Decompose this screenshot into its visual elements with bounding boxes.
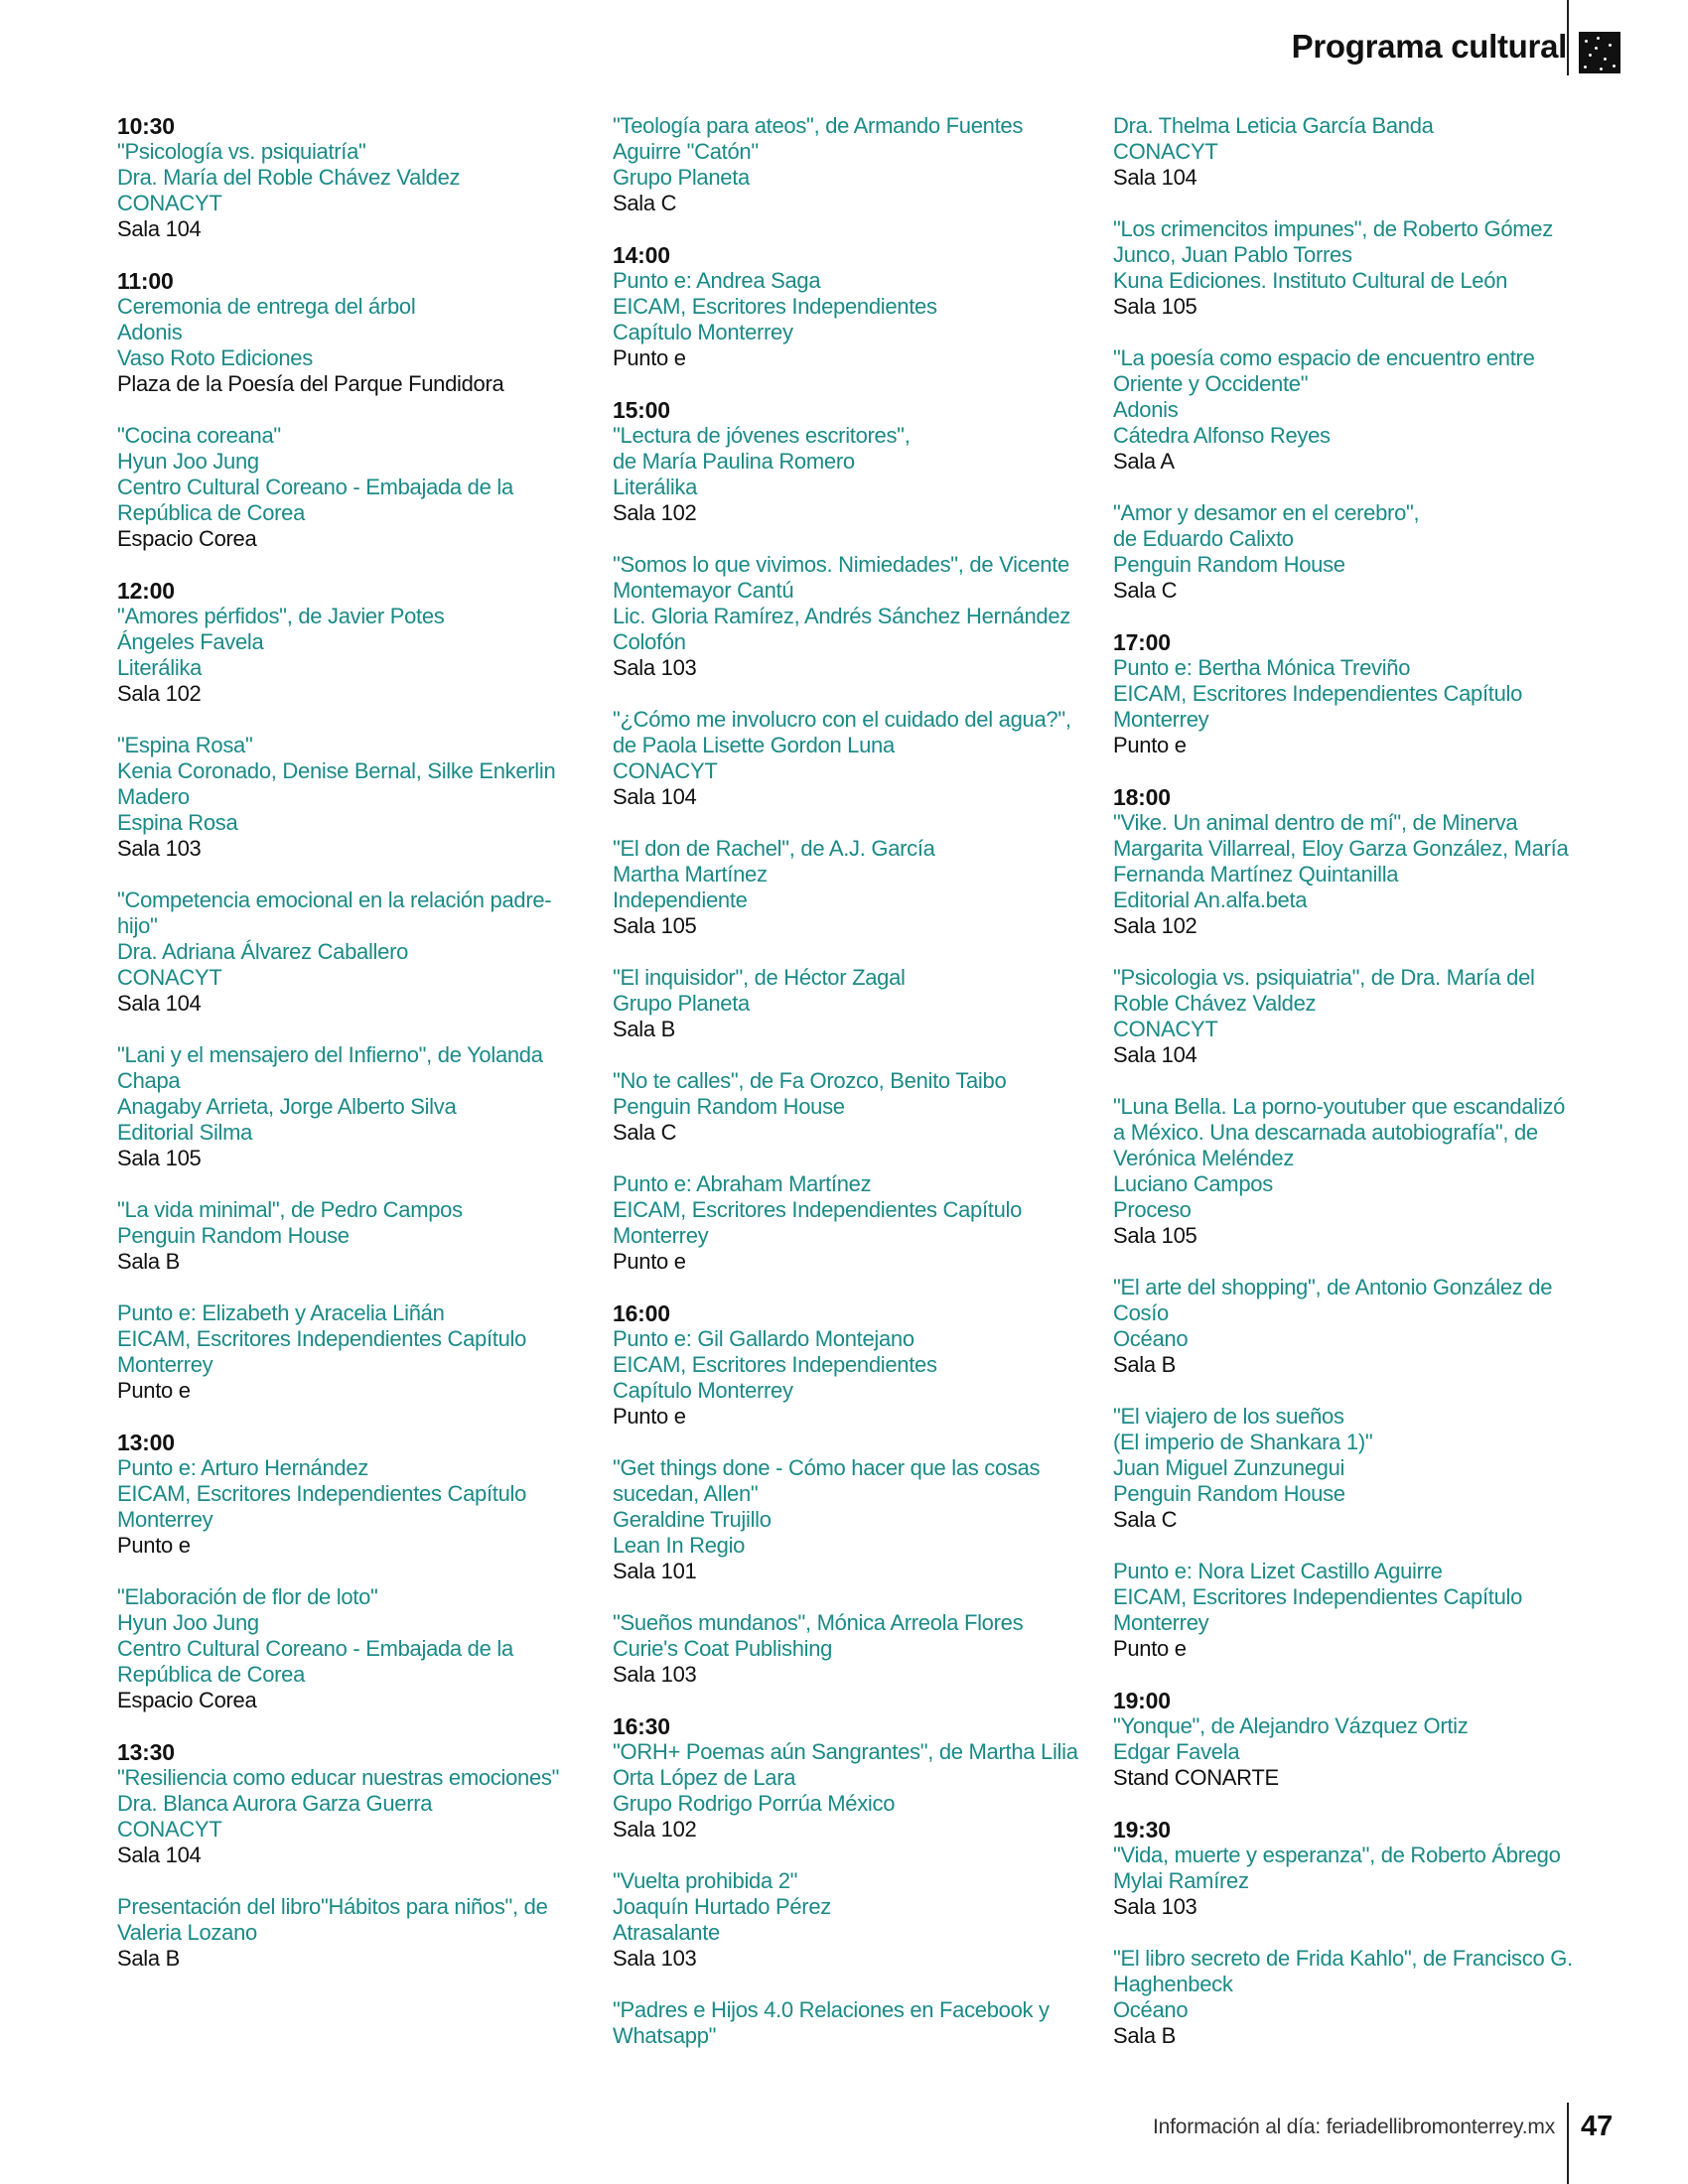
schedule-entry <box>613 397 1079 526</box>
entry-detail-line: de Paola Lisette Gordon Luna <box>613 733 895 757</box>
decorative-pattern-icon <box>1579 32 1620 73</box>
entry-detail-line: "El inquisidor", de Héctor Zagal <box>613 965 906 990</box>
entry-venue: Sala 103 <box>613 655 697 680</box>
entry-venue: Sala B <box>117 1946 181 1971</box>
entry-detail-line: Atrasalante <box>613 1920 720 1945</box>
entry-detail-line: Editorial Silma <box>117 1120 253 1145</box>
entry-venue: Sala 105 <box>1113 294 1197 319</box>
schedule-entry <box>117 1584 584 1713</box>
schedule-entry <box>613 1171 1079 1275</box>
schedule-entry <box>613 1068 1079 1146</box>
entry-detail-line: EICAM, Escritores Independientes Capítulo <box>1113 681 1523 706</box>
entry-venue: Sala 103 <box>613 1946 697 1971</box>
entry-detail-line: Centro Cultural Coreano - Embajada de la <box>117 1636 513 1661</box>
entry-venue: Sala C <box>1113 578 1178 603</box>
schedule-entry <box>1113 965 1580 1068</box>
entry-detail-line: CONACYT <box>1113 1017 1218 1041</box>
entry-detail-line: Mylai Ramírez <box>1113 1868 1249 1893</box>
entry-detail-line: Junco, Juan Pablo Torres <box>1113 242 1352 267</box>
entry-detail-line: "Amor y desamor en el cerebro", <box>1113 500 1420 525</box>
entry-venue: Sala 104 <box>117 1843 202 1867</box>
entry-detail-line: Punto e: Bertha Mónica Treviño <box>1113 655 1411 680</box>
entry-detail-line: Capítulo Monterrey <box>613 1378 793 1403</box>
entry-detail-line: "Espina Rosa" <box>117 733 253 757</box>
schedule-entry <box>613 552 1079 681</box>
entry-venue: Sala 102 <box>117 681 202 706</box>
entry-venue: Sala A <box>1113 449 1175 474</box>
entry-detail-line: "Los crimencitos impunes", de Roberto Gómez <box>1113 216 1553 241</box>
schedule-entry <box>1113 629 1580 758</box>
entry-detail-line: Oriente y Occidente" <box>1113 371 1309 396</box>
entry-detail-line: Montemayor Cantú <box>613 578 794 603</box>
entry-venue: Punto e <box>117 1378 191 1403</box>
entry-detail-line: Independiente <box>613 887 748 912</box>
entry-venue: Sala C <box>613 1120 677 1145</box>
entry-venue: Sala 101 <box>613 1559 697 1583</box>
entry-detail-line: Monterrey <box>1113 707 1209 732</box>
entry-detail-line: Madero <box>117 784 190 809</box>
schedule-entry <box>117 113 584 242</box>
entry-detail-line: EICAM, Escritores Independientes Capítulo <box>117 1481 527 1506</box>
entry-detail-line: Grupo Rodrigo Porrúa México <box>613 1791 896 1816</box>
entry-detail-line: Penguin Random House <box>1113 552 1345 577</box>
entry-venue: Plaza de la Poesía del Parque Fundidora <box>117 371 504 396</box>
entry-detail-line: sucedan, Allen" <box>613 1481 759 1506</box>
schedule-entry <box>613 1610 1079 1688</box>
entry-detail-line: Edgar Favela <box>1113 1739 1240 1764</box>
entry-venue: Sala C <box>1113 1507 1178 1532</box>
entry-detail-line: Dra. Blanca Aurora Garza Guerra <box>117 1791 433 1816</box>
entry-detail-line: Proceso <box>1113 1197 1192 1222</box>
entry-detail-line: Penguin Random House <box>1113 1481 1345 1506</box>
entry-detail-line: Monterrey <box>117 1507 213 1532</box>
schedule-entry <box>117 578 584 707</box>
entry-detail-line: CONACYT <box>117 1817 222 1842</box>
entry-detail-line: Dra. María del Roble Chávez Valdez <box>117 165 461 190</box>
entry-venue: Sala 104 <box>117 991 202 1016</box>
schedule-entry <box>117 733 584 862</box>
entry-detail-line: "El viajero de los sueños <box>1113 1404 1344 1429</box>
schedule-entry <box>117 1430 584 1559</box>
entry-detail-line: "La vida minimal", de Pedro Campos <box>117 1197 463 1222</box>
footer-website: Información al día: feriadellibromonterrey.mx <box>1153 2116 1555 2138</box>
entry-venue: Punto e <box>1113 1636 1187 1661</box>
entry-detail-line: "Elaboración de flor de loto" <box>117 1584 378 1609</box>
entry-detail-line: Kenia Coronado, Denise Bernal, Silke Enkerlin <box>117 758 556 783</box>
entry-venue: Sala 103 <box>1113 1894 1197 1919</box>
entry-detail-line: Editorial An.alfa.beta <box>1113 887 1308 912</box>
entry-detail-line: Whatsapp" <box>613 2023 717 2048</box>
entry-detail-line: Lean In Regio <box>613 1533 746 1558</box>
entry-detail-line: "El libro secreto de Frida Kahlo", de Francisco G. <box>1113 1946 1573 1971</box>
schedule-entry <box>613 1300 1079 1430</box>
entry-detail-line: CONACYT <box>613 758 718 783</box>
entry-detail-line: Aguirre "Catón" <box>613 139 759 164</box>
entry-venue: Punto e <box>613 1404 686 1429</box>
entry-detail-line: "Vike. Un animal dentro de mí", de Minerva <box>1113 810 1518 835</box>
entry-detail-line: Roble Chávez Valdez <box>1113 991 1317 1016</box>
entry-detail-line: Cátedra Alfonso Reyes <box>1113 423 1331 448</box>
entry-detail-line: "Resiliencia como educar nuestras emociones" <box>117 1765 560 1790</box>
entry-venue: Punto e <box>1113 733 1187 757</box>
entry-venue: Sala 104 <box>1113 1042 1197 1067</box>
entry-detail-line: "Psicología vs. psiquiatría" <box>117 139 366 164</box>
entry-detail-line: Presentación del libro"Hábitos para niños", de <box>117 1894 548 1919</box>
entry-detail-line: Punto e: Abraham Martínez <box>613 1171 872 1196</box>
schedule-entry <box>613 1868 1079 1972</box>
schedule-column-2 <box>613 113 1079 2075</box>
entry-detail-line: "Get things done - Cómo hacer que las cosas <box>613 1455 1041 1480</box>
entry-detail-line: Océano <box>1113 1326 1189 1351</box>
entry-detail-line: "Sueños mundanos", Mónica Arreola Flores <box>613 1610 1024 1635</box>
entry-detail-line: Haghenbeck <box>1113 1972 1233 1996</box>
entry-detail-line: Joaquín Hurtado Pérez <box>613 1894 831 1919</box>
entry-detail-line: Punto e: Arturo Hernández <box>117 1455 368 1480</box>
entry-detail-line: Monterrey <box>1113 1610 1209 1635</box>
entry-venue: Sala 102 <box>613 500 697 525</box>
entry-venue: Sala 102 <box>1113 913 1197 938</box>
entry-detail-line: Curie's Coat Publishing <box>613 1636 833 1661</box>
entry-detail-line: Monterrey <box>613 1223 709 1248</box>
entry-detail-line: Espina Rosa <box>117 810 238 835</box>
entry-time: 16:00 <box>613 1300 670 1326</box>
entry-detail-line: Punto e: Andrea Saga <box>613 268 821 293</box>
entry-detail-line: Lic. Gloria Ramírez, Andrés Sánchez Hernández <box>613 604 1070 628</box>
schedule-entry <box>117 1894 584 1972</box>
entry-time: 10:30 <box>117 113 175 139</box>
schedule-entry <box>613 1455 1079 1584</box>
entry-detail-line: Punto e: Elizabeth y Aracelia Liñán <box>117 1300 445 1325</box>
schedule-entry <box>1113 1275 1580 1378</box>
entry-detail-line: "Vida, muerte y esperanza", de Roberto Ábrego <box>1113 1843 1561 1867</box>
entry-detail-line: Verónica Meléndez <box>1113 1146 1295 1170</box>
entry-venue: Punto e <box>117 1533 191 1558</box>
entry-detail-line: EICAM, Escritores Independientes Capítulo <box>117 1326 527 1351</box>
entry-detail-line: CONACYT <box>1113 139 1218 164</box>
entry-time: 19:00 <box>1113 1688 1171 1713</box>
entry-detail-line: hijo" <box>117 913 158 938</box>
header-divider <box>1567 0 1569 75</box>
schedule-column-3 <box>1113 113 1580 2075</box>
footer-divider <box>1567 2103 1569 2184</box>
entry-detail-line: EICAM, Escritores Independientes Capítulo <box>1113 1584 1523 1609</box>
entry-detail-line: Adonis <box>1113 397 1179 422</box>
entry-detail-line: "Yonque", de Alejandro Vázquez Ortiz <box>1113 1713 1469 1738</box>
schedule-entry <box>117 423 584 552</box>
entry-venue: Sala 103 <box>117 836 202 861</box>
schedule-entry <box>117 887 584 1017</box>
entry-venue: Sala 104 <box>1113 165 1197 190</box>
entry-detail-line: "Luna Bella. La porno-youtuber que escandalizó <box>1113 1094 1566 1119</box>
entry-venue: Punto e <box>613 345 686 370</box>
entry-detail-line: Cosío <box>1113 1300 1169 1325</box>
entry-detail-line: "Vuelta prohibida 2" <box>613 1868 798 1893</box>
entry-detail-line: Geraldine Trujillo <box>613 1507 772 1532</box>
page-title: Programa cultural <box>1291 28 1567 65</box>
entry-detail-line: EICAM, Escritores Independientes Capítulo <box>613 1197 1023 1222</box>
entry-detail-line: a México. Una descarnada autobiografía", de <box>1113 1120 1538 1145</box>
entry-time: 12:00 <box>117 578 175 604</box>
entry-detail-line: Grupo Planeta <box>613 991 750 1016</box>
schedule-entry <box>117 1300 584 1404</box>
schedule-entry <box>1113 1559 1580 1662</box>
entry-detail-line: EICAM, Escritores Independientes <box>613 1352 937 1377</box>
entry-detail-line: "¿Cómo me involucro con el cuidado del agua?", <box>613 707 1071 732</box>
entry-detail-line: Punto e: Nora Lizet Castillo Aguirre <box>1113 1559 1443 1583</box>
page-number: 47 <box>1581 2111 1614 2142</box>
entry-detail-line: Juan Miguel Zunzunegui <box>1113 1455 1345 1480</box>
entry-detail-line: Ceremonia de entrega del árbol <box>117 294 416 319</box>
entry-time: 13:30 <box>117 1739 175 1765</box>
entry-venue: Sala 104 <box>117 216 202 241</box>
entry-detail-line: "El arte del shopping", de Antonio González de <box>1113 1275 1553 1299</box>
entry-detail-line: "Teología para ateos", de Armando Fuentes <box>613 113 1024 138</box>
entry-detail-line: Punto e: Gil Gallardo Montejano <box>613 1326 914 1351</box>
entry-detail-line: Orta López de Lara <box>613 1765 796 1790</box>
entry-detail-line: República de Corea <box>117 1662 306 1687</box>
schedule-entry <box>117 268 584 397</box>
entry-time: 18:00 <box>1113 784 1171 810</box>
schedule-entry <box>117 1197 584 1275</box>
entry-detail-line: "Psicologia vs. psiquiatria", de Dra. María del <box>1113 965 1535 990</box>
entry-time: 17:00 <box>1113 629 1171 655</box>
schedule-column-1 <box>117 113 584 1997</box>
schedule-entry <box>1113 345 1580 475</box>
entry-time: 15:00 <box>613 397 670 423</box>
schedule-entry <box>613 113 1079 216</box>
entry-venue: Sala B <box>613 1017 676 1041</box>
entry-detail-line: Penguin Random House <box>117 1223 350 1248</box>
entry-time: 13:00 <box>117 1430 175 1455</box>
entry-detail-line: Dra. Adriana Álvarez Caballero <box>117 939 409 964</box>
entry-venue: Punto e <box>613 1249 686 1274</box>
entry-venue: Sala 102 <box>613 1817 697 1842</box>
entry-venue: Sala 104 <box>613 784 697 809</box>
entry-detail-line: "Competencia emocional en la relación padre- <box>117 887 552 912</box>
schedule-entry <box>1113 113 1580 191</box>
entry-detail-line: Margarita Villarreal, Eloy Garza González, María <box>1113 836 1569 861</box>
entry-detail-line: Martha Martínez <box>613 862 768 887</box>
entry-detail-line: "Lani y el mensajero del Infierno", de Yolanda <box>117 1042 543 1067</box>
entry-detail-line: "Somos lo que vivimos. Nimiedades", de Vicente <box>613 552 1069 577</box>
entry-detail-line: Vaso Roto Ediciones <box>117 345 313 370</box>
entry-detail-line: Fernanda Martínez Quintanilla <box>1113 862 1399 887</box>
entry-venue: Stand CONARTE <box>1113 1765 1279 1790</box>
entry-detail-line: "El don de Rachel", de A.J. García <box>613 836 935 861</box>
entry-detail-line: Valeria Lozano <box>117 1920 257 1945</box>
entry-venue: Sala B <box>1113 1352 1177 1377</box>
entry-detail-line: Literálika <box>117 655 203 680</box>
entry-venue: Espacio Corea <box>117 526 257 551</box>
entry-detail-line: "Padres e Hijos 4.0 Relaciones en Facebook y <box>613 1997 1050 2022</box>
entry-time: 19:30 <box>1113 1817 1171 1843</box>
entry-detail-line: Centro Cultural Coreano - Embajada de la <box>117 475 513 499</box>
schedule-entry <box>1113 1946 1580 2049</box>
schedule-entry <box>613 965 1079 1042</box>
schedule-entry <box>1113 216 1580 320</box>
schedule-entry <box>1113 1817 1580 1920</box>
entry-venue: Sala B <box>1113 2023 1177 2048</box>
schedule-entry <box>1113 500 1580 604</box>
entry-detail-line: Hyun Joo Jung <box>117 449 259 474</box>
schedule-entry <box>613 707 1079 810</box>
entry-detail-line: Dra. Thelma Leticia García Banda <box>1113 113 1434 138</box>
entry-detail-line: CONACYT <box>117 965 222 990</box>
entry-venue: Sala 105 <box>1113 1223 1197 1248</box>
entry-detail-line: CONACYT <box>117 191 222 215</box>
schedule-entry <box>1113 1094 1580 1249</box>
entry-time: 14:00 <box>613 242 670 268</box>
entry-detail-line: de Eduardo Calixto <box>1113 526 1294 551</box>
entry-detail-line: (El imperio de Shankara 1)" <box>1113 1430 1373 1454</box>
schedule-entry <box>1113 1688 1580 1791</box>
entry-venue: Sala B <box>117 1249 181 1274</box>
entry-detail-line: Capítulo Monterrey <box>613 320 793 344</box>
entry-detail-line: "La poesía como espacio de encuentro entre <box>1113 345 1535 370</box>
entry-detail-line: "ORH+ Poemas aún Sangrantes", de Martha Lilia <box>613 1739 1078 1764</box>
entry-detail-line: Grupo Planeta <box>613 165 750 190</box>
entry-detail-line: "Lectura de jóvenes escritores", <box>613 423 911 448</box>
entry-detail-line: Luciano Campos <box>1113 1171 1273 1196</box>
entry-detail-line: Monterrey <box>117 1352 213 1377</box>
entry-detail-line: Hyun Joo Jung <box>117 1610 259 1635</box>
entry-detail-line: Literálika <box>613 475 698 499</box>
entry-detail-line: Colofón <box>613 629 686 654</box>
entry-detail-line: "No te calles", de Fa Orozco, Benito Taibo <box>613 1068 1007 1093</box>
entry-time: 16:30 <box>613 1713 670 1739</box>
entry-detail-line: "Cocina coreana" <box>117 423 281 448</box>
schedule-entry <box>117 1739 584 1868</box>
schedule-entry <box>613 836 1079 939</box>
schedule-entry <box>613 242 1079 371</box>
entry-detail-line: EICAM, Escritores Independientes <box>613 294 937 319</box>
entry-detail-line: Chapa <box>117 1068 181 1093</box>
schedule-entry <box>1113 1404 1580 1533</box>
entry-detail-line: Ángeles Favela <box>117 629 264 654</box>
entry-time: 11:00 <box>117 268 174 294</box>
entry-detail-line: Kuna Ediciones. Instituto Cultural de León <box>1113 268 1508 293</box>
entry-venue: Espacio Corea <box>117 1688 257 1712</box>
entry-venue: Sala 105 <box>117 1146 202 1170</box>
entry-detail-line: "Amores pérfidos", de Javier Potes <box>117 604 445 628</box>
entry-detail-line: Penguin Random House <box>613 1094 845 1119</box>
entry-detail-line: Adonis <box>117 320 183 344</box>
schedule-entry <box>613 1713 1079 1843</box>
entry-detail-line: República de Corea <box>117 500 306 525</box>
entry-detail-line: Océano <box>1113 1997 1189 2022</box>
schedule-entry <box>117 1042 584 1171</box>
entry-venue: Sala 103 <box>613 1662 697 1687</box>
entry-detail-line: de María Paulina Romero <box>613 449 855 474</box>
schedule-entry <box>613 1997 1079 2049</box>
entry-detail-line: Anagaby Arrieta, Jorge Alberto Silva <box>117 1094 457 1119</box>
entry-venue: Sala C <box>613 191 677 215</box>
schedule-entry <box>1113 784 1580 939</box>
entry-venue: Sala 105 <box>613 913 697 938</box>
